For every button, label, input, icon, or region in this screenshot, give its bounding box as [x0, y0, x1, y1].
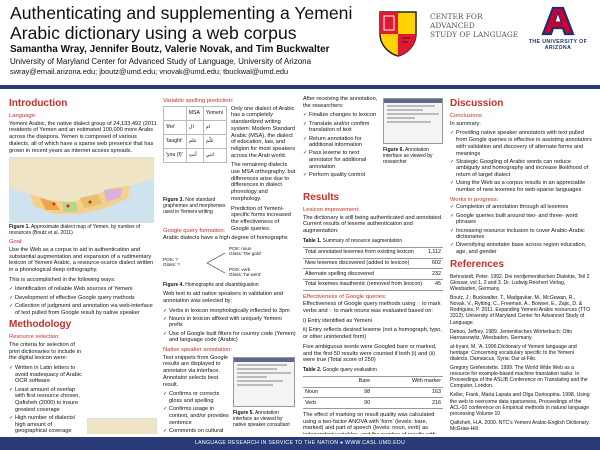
- overlap-map: [87, 418, 157, 434]
- figure-1-label: Figure 1.: [9, 224, 30, 231]
- resource-criteria-list: [9, 365, 83, 434]
- language-text: Yemeni Arabic, the native dialect group of 24,133,492 (2011 residents of Yemen and an estimated 100,000 more Arabs across the diaspora. Yemen is composed of various dialects, all of which have a sparse web presence that has grown in recent years as internet access spreads.: [9, 120, 157, 154]
- works-in-progress-label: Works in progress:: [450, 196, 499, 203]
- overlap-map-graphic: [88, 419, 157, 434]
- after-annotation-block: [303, 96, 443, 190]
- reference-item: Gregory Grefenstette. 1999. The World Wide Web as a resource for example-based machine translation tasks. In Proceedings of the ASLIB Conference on Translating and the Computer, London.: [450, 365, 588, 390]
- lexicon-improvement-label: Lexicon improvement:: [303, 207, 360, 213]
- after-item: ✓ Finalize changes to lexicon: [303, 112, 379, 119]
- figure-1-caption-text: Approximate dialect map of Yemen, by number of resources (Boutz et al. 2011): [9, 224, 141, 237]
- casl-line-2: STUDY OF LANGUAGE: [430, 30, 519, 39]
- reference-item: Boutz, J.; Buckwalter, T., Madgavkar, M., McGowan, R., Novak, V., Rytting, C., Freeman, A., Bowser, E., Zajic, D. & Rodrigues, P. 2011. Expanding Yemeni Arabic resources (TTO 3312). University of Maryland Center for Advanced Study of Language.: [450, 295, 591, 326]
- progress-item: ✓ Google queries built around two- and three- word phrases: [450, 213, 592, 226]
- web-criterion: ✓ Nouns in lexicon affixed with uniquely Yemeni prefix: [163, 316, 296, 329]
- annotation-item: ✓ Confirms usage in context, and/or provides sentence: [163, 406, 229, 426]
- author-list: Samantha Wray, Jennifer Boutz, Valerie Novak, and Tim Buckwalter: [10, 44, 330, 55]
- annotation-list: [163, 391, 229, 434]
- progress-item: ✓ Increasing resource inclusion to cover Arabic-Arabic dictionaries: [450, 228, 592, 241]
- yemen-dialect-map: [9, 157, 154, 223]
- spelling-table-header: [164, 106, 227, 120]
- goal-item: ✓ Development of effective Google query methods: [9, 295, 157, 302]
- goal-list: [9, 286, 157, 316]
- table-row: Total lexemes inauthentic (removed from lexicon) 45: [303, 279, 443, 290]
- web-criterion: ✓ Use of Google built filters for country code (Yemen) and language code (Arabic): [163, 331, 296, 344]
- effectiveness-criterion-1: i) Entry identified as Yemeni: [303, 317, 373, 324]
- annotation-block: [163, 354, 296, 434]
- summary-text: In summary:: [450, 120, 481, 127]
- variable-text-3: Prediction of Yemeni-specific forms increased the effectiveness of Google queries.: [231, 205, 291, 232]
- reference-list: [450, 274, 592, 434]
- query-evaluation-table: [303, 376, 443, 409]
- conclusion-list: [450, 130, 592, 193]
- figure-4-caption: [163, 282, 296, 288]
- google-query-text: Arabic dialects have a high degree of homographs: [163, 235, 288, 242]
- annotation-text-block: [163, 355, 229, 434]
- after-text-block: [303, 96, 379, 179]
- effectiveness-text: Effectiveness of Google query methods using ◌ to mark verbs and ◌ to mark nouns was evaluated based on:: [303, 301, 441, 315]
- table-row: Alternate spelling discovered 232: [303, 269, 443, 280]
- reference-item: al-Iryani, M. 'A. 1996.Dictionary of Yemeni language and heritage: Concerning vocabulary specific to the Yemeni dialects. Damascus, Syria: Dar al-Fikr.: [450, 343, 577, 362]
- annotation-item: ✓ Confirms or corrects gloss and spelling: [163, 391, 229, 404]
- anova-text: The effect of marking on result quality was calculated using a two-factor ANOVA with 'form' (levels: bare, marked) and part of speech (levels: noun, verb) as: [303, 412, 435, 432]
- conclusion-item: ✓ Providing native speaker annotators with text pulled from Google queries is effective in assisting annotators with validation and discovery of alternate forms and meanings: [450, 130, 592, 157]
- annotation-heading: Native speaker annotation:: [163, 347, 232, 354]
- annotation-interface-screenshot: [233, 357, 295, 407]
- lexicon-text: The dictionary is still being authenticated and annotated. Current results of lexeme authentication and augmentation:: [303, 214, 443, 235]
- methodology-heading: Methodology: [9, 319, 72, 331]
- goal-text: Use the Web as a corpus to aid in authentication and substantial augmentation and expansion of a rudimentary lexicon of Yemeni Arabic, a resource-scarce dialect written in a phonological deep orthography.: [9, 246, 154, 274]
- reference-item: Qafisheh, H.A. 2000. NTC's Yemeni Arabic-English Dictionary. McGraw-Hill.: [450, 419, 590, 432]
- footer-text: LANGUAGE RESEARCH IN SERVICE TO THE NATION ● WWW.CASL.UMD.EDU: [194, 440, 406, 446]
- annotation-item: ✓ Comments on cultural: [163, 428, 229, 434]
- spelling-row: 'taught' علم عَلّم: [164, 134, 227, 148]
- table-2-caption-text: Google query evaluation: [322, 366, 377, 373]
- figure-5-label: Figure 5.: [233, 409, 254, 416]
- after-item: ✓ Pass lexeme to next annotator for additional annotation: [303, 150, 379, 170]
- conclusion-item: ✓ Strategic Googling of Arabic words can reduce ambiguity and homography and increase likelihood of return of target dialect: [450, 159, 592, 179]
- figure-4-label: Figure 4.: [163, 282, 184, 289]
- resource-criterion: ✓ Least amount of overlap with first resource chosen, Qafisheh (2000) to insure greatest coverage: [9, 387, 83, 414]
- table-row: Total annotated lexemes from existing lexicon 1,112: [303, 247, 443, 258]
- spelling-row: 'the' ال ام: [164, 120, 227, 134]
- ua-wordmark: THE UNIVERSITY OF ARIZONA: [528, 39, 588, 51]
- variable-spelling-text: [231, 106, 296, 236]
- figure-5-caption-text: Annotation interface as viewed by native speaker consultant: [233, 409, 290, 428]
- conclusion-item: ✓ Using the Web as a corpus results in an appreciable number of new lexemes for web-sparse languages: [450, 180, 592, 193]
- table-1-caption-text: Summary of resource augmentation: [322, 237, 403, 244]
- table-1-caption: [303, 238, 443, 244]
- references-heading: References: [450, 258, 504, 270]
- figure-6-caption-text: Annotation interface as viewed by researcher: [383, 147, 433, 165]
- figure-1-caption: [9, 224, 157, 236]
- resource-selection-label: Resource selection:: [9, 334, 60, 341]
- augmentation-table: [303, 247, 443, 291]
- researcher-interface-screenshot: [383, 98, 443, 144]
- casl-line-1: CENTER FOR ADVANCED: [430, 12, 483, 30]
- goal-item: ✓ Collection of judgment and annotation via web-interface of text pulled from Google result by native speaker: [9, 303, 157, 316]
- homograph-verb: POS: verb Gloss: 'he went': [229, 267, 262, 278]
- homograph-noun: POS: noun Gloss: 'the gold': [229, 246, 262, 257]
- after-text: After receiving the annotation, the researchers:: [303, 96, 378, 109]
- annotation-text: Text snippets from Google results are displayed to annotator via interface. Annotator selects best result.: [163, 354, 228, 388]
- university-of-arizona-a-logo: [541, 6, 575, 36]
- figure-6-label: Figure 6.: [383, 147, 404, 153]
- conclusions-label: Conclusions:: [450, 113, 484, 119]
- msa-header: MSA: [186, 106, 203, 120]
- web-text-criteria: [163, 308, 296, 345]
- umd-seal-logo: [376, 8, 420, 58]
- progress-item: ✓ Completion of annotation through all lexemes: [450, 204, 592, 211]
- effectiveness-label: Effectiveness of Google queries:: [303, 293, 387, 300]
- table-row: New lexemes discovered (added to lexicon) 602: [303, 258, 443, 269]
- casl-wordmark: [430, 12, 520, 39]
- progress-item: ✓ Diversifying annotator base across region education, age, and gender: [450, 242, 592, 255]
- table-2-caption: [303, 367, 443, 373]
- figure-6-caption: [383, 147, 443, 165]
- after-item: ✓ Perform quality control: [303, 172, 379, 179]
- google-query-heading: Google query formation:: [163, 227, 226, 234]
- figure-4-caption-text: Homographs and disambiguation: [185, 282, 259, 289]
- column-introduction: [9, 96, 157, 434]
- results-heading: Results: [303, 192, 340, 203]
- column-discussion: [450, 96, 592, 434]
- table-2-label: Table 2.: [303, 366, 322, 373]
- figure-5-caption: [233, 410, 295, 428]
- effectiveness-criterion-2: ii) Entry reflects desired lexeme (not a homograph, typo, or other unintended form): [303, 327, 442, 341]
- column-results: [303, 96, 443, 434]
- five-words-text: Five ambiguous words were Googled bare or marked, and the first 50 results were counted if both (i) and (ii) were true (Total score of 250): [303, 343, 437, 364]
- variable-text-2: The remaining dialects use MSA orthography, but differences arise due to differences in dialect phonology and morphology.: [231, 162, 296, 202]
- web-text: Web text to aid native speakers in validation and annotation was selected by:: [163, 291, 283, 304]
- after-list: [303, 112, 379, 178]
- web-criterion: ✓ Verbs in lexicon morphologically inflected to 3pm: [163, 308, 296, 315]
- homograph-center: POS: ? Gloss: ?: [163, 257, 180, 268]
- yemeni-header: Yemeni: [203, 106, 226, 120]
- table-1-label: Table 1.: [303, 237, 322, 244]
- figure-3-caption-text: Non standard graphemes and morphemes used in Yemeni writing: [163, 196, 226, 215]
- spelling-row: 'you (f)' أنتِ انتي: [164, 148, 227, 162]
- resource-text-block: [9, 342, 83, 434]
- language-label: Language:: [9, 113, 37, 119]
- after-item: ✓ Translate and/or confirm translation of text: [303, 121, 379, 134]
- affiliation: University of Maryland Center for Advanced Study of Language, University of Arizona: [10, 57, 312, 66]
- homograph-diagram: [163, 245, 296, 281]
- column-methods: [163, 96, 296, 434]
- resource-criterion: ✓ High number of dialects/ high amount of geographical coverage: [9, 415, 83, 434]
- email-list: swray@email.arizona.edu; jboutz@umd.edu; vnovak@umd.edu; tbuckwal@umd.edu: [10, 67, 289, 76]
- resource-block: [9, 342, 157, 434]
- accomplished-text: This is accomplished in the following ways:: [9, 276, 116, 283]
- discussion-heading: Discussion: [450, 98, 504, 109]
- reference-item: Keller, Frank, Maria Lapata and Olga Ourioupina. 1998. Using the web to overcome data sparseness. Proceedings of the ACL-02 conference on Empirical methods in natural language processing Volume 10: [450, 392, 590, 417]
- poster-header: [0, 0, 600, 92]
- figure-3-label: Figure 3.: [163, 196, 184, 203]
- intro-heading: Introduction: [9, 98, 68, 109]
- reference-item: Deboo, Jeffrey. 1989. Jemenitisches Wörterbuch: Otto Harrassowitz, Wiesbaden, Germany.: [450, 328, 573, 341]
- goal-item: ✓ Identification of reliable Web sources of Yemeni: [9, 286, 157, 293]
- table-row: Verb 90 216: [303, 398, 443, 409]
- figure-3-caption: [163, 197, 227, 215]
- table-row: Noun 98 163: [303, 387, 443, 398]
- poster-title: Authenticating and supplementing a Yemeni Arabic dictionary using a web corpus: [10, 3, 353, 43]
- reference-item: Behnstedt, Peter. 1992. Die nordjemenitischen Dialekte, Teil 2 Glossar, vol 1, 2 and 3. Dr. Ludwig Reichert Verlag, Wiesbaden, Germany.: [450, 273, 590, 293]
- header-rule: [0, 85, 600, 89]
- resource-criterion: ✓ Written in Latin letters to avoid inadequacy of Arabic OCR software: [9, 365, 83, 385]
- progress-list: [450, 204, 592, 255]
- footer-bar: [0, 437, 600, 450]
- variable-spelling-heading: Variable spelling prediction:: [163, 98, 234, 104]
- resource-text: The criteria for selection of print dictionaries to include in the digital lexicon were:: [9, 341, 82, 362]
- table-header-row: Bare With marker: [303, 376, 443, 387]
- variable-text-1: Only one dialect of Arabic has a completely standardized writing system: Modern Standard Arabic (MSA), the dialect of education, law, and religion for most speakers across the Arab world.: [231, 105, 296, 159]
- after-item: ✓ Return annotation for additional information: [303, 136, 379, 149]
- map-graphic: [10, 158, 154, 223]
- spelling-table: [163, 106, 227, 163]
- goal-label: Goal:: [9, 239, 23, 246]
